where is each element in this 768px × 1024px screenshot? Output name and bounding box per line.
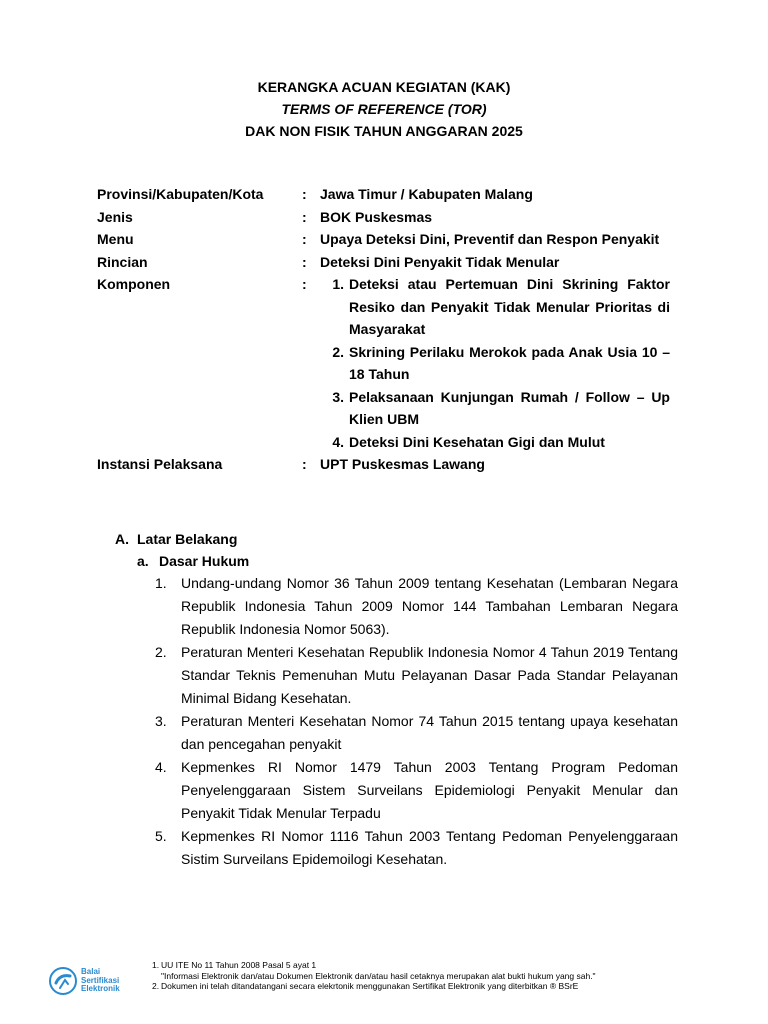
list-item (320, 431, 670, 454)
list-item (155, 641, 678, 710)
document-title: KERANGKA ACUAN KEGIATAN (KAK) (257, 79, 511, 95)
info-colon: : (302, 253, 307, 270)
footnote-number: 1. (152, 960, 160, 970)
section-letter: A. (115, 531, 129, 547)
footnote (152, 981, 692, 992)
list-text: Kepmenkes RI Nomor 1479 Tahun 2003 Tentang Program Pedoman Penyelenggaraan Sistem Surveilans Epidemiologi Penyakit Menular dan Penyakit Tidak Menular Terpadu (181, 759, 678, 821)
info-colon: : (302, 276, 307, 292)
document-fiscal-year: DAK NON FISIK TAHUN ANGGARAN 2025 (245, 123, 523, 139)
info-colon: : (302, 186, 307, 202)
list-item (320, 341, 670, 386)
info-colon: : (302, 456, 307, 472)
list-item (155, 572, 678, 641)
logo-text-line: Sertifikasi (81, 975, 120, 985)
list-text: Skrining Perilaku Merokok pada Anak Usia 10 – 18 Tahun (349, 343, 670, 382)
list-text: Undang-undang Nomor 36 Tahun 2009 tentang Kesehatan (Lembaran Negara Republik Indonesia Tahun 2009 Nomor 144 Tambahan Lembaran Negara Republik Indonesia Nomor 5063). (181, 575, 678, 637)
footnote-text: "Informasi Elektronik dan/atau Dokumen Elektronik dan/atau hasil cetaknya merupakan alat bukti hukum yang sah." (161, 970, 596, 981)
list-text: Deteksi Dini Kesehatan Gigi dan Mulut (349, 433, 605, 450)
info-label: Rincian (97, 253, 148, 270)
section-heading (115, 528, 237, 550)
info-row-rincian (97, 251, 670, 274)
info-row-provinsi (97, 183, 670, 206)
info-row-menu (97, 228, 670, 251)
list-number: 4. (332, 433, 344, 450)
footnote-number: 2. (152, 981, 160, 991)
document-subtitle: TERMS OF REFERENCE (TOR) (281, 101, 487, 117)
logo-text-line: Elektronik (81, 984, 120, 994)
list-text: Pelaksanaan Kunjungan Rumah / Follow – Up Klien UBM (349, 388, 670, 427)
list-item (320, 386, 670, 431)
list-item (155, 756, 678, 825)
info-colon: : (302, 231, 307, 247)
list-number: 3. (155, 713, 167, 729)
list-item (320, 273, 670, 341)
info-label: Jenis (97, 208, 133, 225)
subsection-title: Dasar Hukum (159, 553, 250, 569)
info-colon: : (302, 208, 307, 225)
footnote-number (152, 971, 161, 982)
subsection-letter: a. (137, 553, 149, 569)
footer-notes (152, 960, 692, 992)
info-value: Jawa Timur / Kabupaten Malang (320, 186, 533, 202)
info-table (97, 183, 670, 476)
list-item (155, 825, 678, 871)
list-text: Kepmenkes RI Nomor 1116 Tahun 2003 Tentang Pedoman Penyelenggaraan Sistim Surveilans Epidemoilogi Kesehatan. (181, 828, 678, 867)
list-number: 5. (155, 828, 167, 844)
bsre-logo-icon (48, 966, 78, 996)
footnote-text: Dokumen ini telah ditandatangani secara elekrtonik menggunakan Sertifikat Elektronik yang diterbitkan ® BSrE (161, 981, 579, 991)
info-label: Instansi Pelaksana (97, 456, 223, 472)
legal-basis-list (155, 572, 678, 871)
footnote (152, 971, 692, 982)
bsre-logo (48, 963, 133, 999)
info-value: Upaya Deteksi Dini, Preventif dan Respon Penyakit (320, 231, 660, 247)
list-number: 3. (332, 388, 344, 405)
bsre-logo-text (81, 968, 120, 994)
list-number: 4. (155, 759, 167, 775)
list-number: 1. (332, 276, 344, 292)
list-text: Peraturan Menteri Kesehatan Nomor 74 Tahun 2015 tentang upaya kesehatan dan pencegahan penyakit (181, 713, 678, 752)
info-value: UPT Puskesmas Lawang (320, 456, 485, 472)
document-header (0, 76, 768, 142)
footnote-text: UU ITE No 11 Tahun 2008 Pasal 5 ayat 1 (161, 960, 317, 970)
komponen-list (320, 273, 670, 453)
footnote (152, 960, 692, 971)
list-number: 1. (155, 575, 167, 591)
info-label: Menu (97, 231, 134, 247)
info-value (320, 273, 670, 453)
list-text: Peraturan Menteri Kesehatan Republik Indonesia Nomor 4 Tahun 2019 Tentang Standar Teknis Pemenuhan Mutu Pelayanan Dasar Pada Standar Pelayanan Minimal Bidang Kesehatan. (181, 644, 678, 706)
info-row-jenis (97, 206, 670, 229)
list-number: 2. (332, 343, 344, 360)
logo-text-line: Balai (81, 967, 101, 977)
info-row-komponen (97, 273, 670, 453)
list-text: Deteksi atau Pertemuan Dini Skrining Faktor Resiko dan Penyakit Tidak Menular Prioritas di Masyarakat (349, 276, 670, 337)
list-item (155, 710, 678, 756)
info-label: Komponen (97, 276, 171, 292)
info-row-instansi (97, 453, 670, 476)
info-value: BOK Puskesmas (320, 208, 433, 225)
info-value: Deteksi Dini Penyakit Tidak Menular (320, 253, 560, 270)
subsection-heading (137, 550, 249, 572)
list-number: 2. (155, 644, 167, 660)
section-title: Latar Belakang (137, 531, 238, 547)
info-label: Provinsi/Kabupaten/Kota (97, 186, 264, 202)
